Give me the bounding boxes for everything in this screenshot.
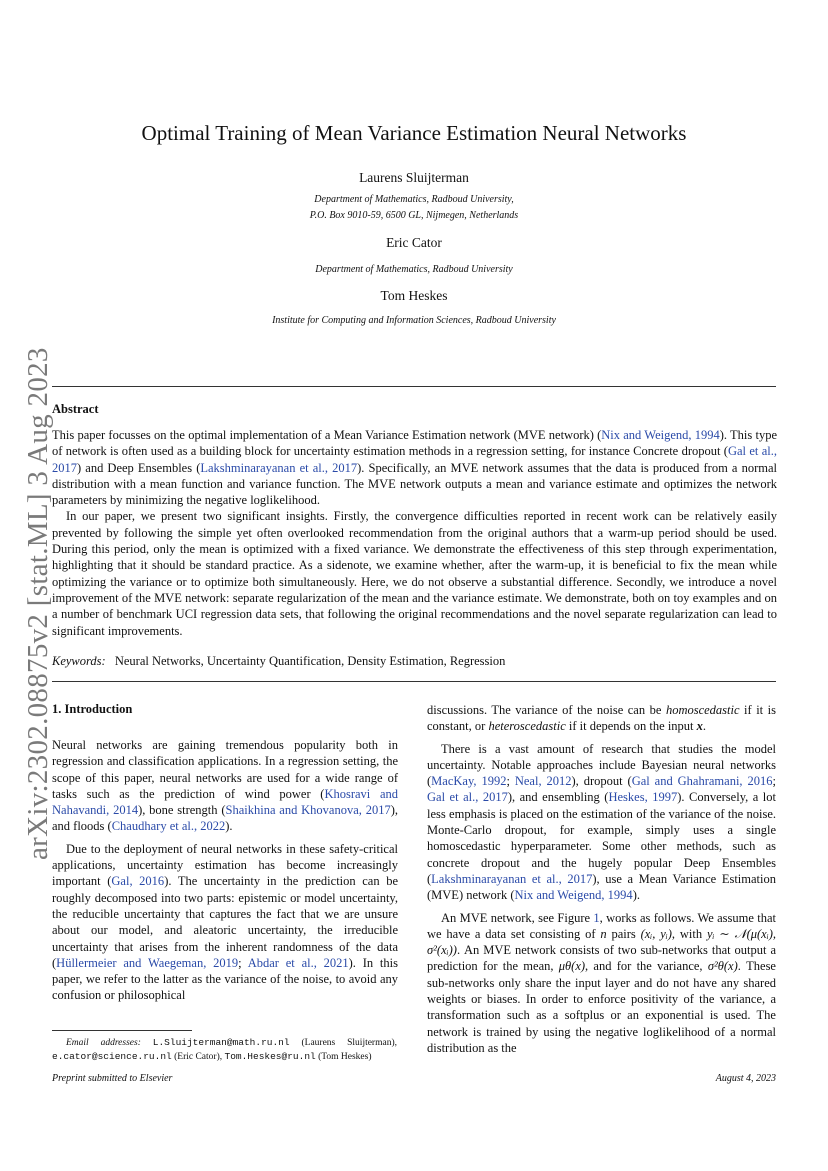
left-column: [52, 737, 398, 1010]
author-affiliation: Institute for Computing and Information Sciences, Radboud University: [272, 315, 556, 326]
paper-title: Optimal Training of Mean Variance Estimation Neural Networks: [141, 121, 687, 145]
citation-link[interactable]: MacKay, 1992: [431, 774, 507, 789]
body-paragraph: Due to the deployment of neural networks in these safety-critical applications, uncertainty estimation has become increasingly important (Gal, 2016). The uncertainty in the prediction can be roughly decomposed into two parts: epistemic or model uncertainty, the reducible uncertainty that captures the fact that we are unsure about our model, and aleatoric uncertainty, the irreducible uncertainty that arises from the inherent randomness of the data (Hüllermeier and Waegeman, 2019; Abdar et al., 2021). In this paper, we refer to the latter as the variance of the noise, to avoid any confusion or philosophical: [52, 841, 399, 1003]
right-column: [427, 702, 776, 1062]
citation-link[interactable]: Lakshminarayanan et al., 2017: [200, 460, 358, 475]
citation-link[interactable]: Hüllermeier and Waegeman, 2019: [56, 955, 239, 970]
citation-link[interactable]: Neal, 2012: [514, 774, 572, 789]
author-name: Tom Heskes: [380, 288, 448, 303]
math-inline: μθ(x): [558, 959, 586, 974]
citation-link[interactable]: Abdar et al., 2021: [247, 955, 349, 970]
citation-link[interactable]: Nix and Weigend, 1994: [514, 888, 633, 903]
affiliation-line: P.O. Box 9010-59, 6500 GL, Nijmegen, Netherlands: [309, 210, 519, 221]
abstract-body: [52, 427, 777, 639]
keywords: [52, 654, 505, 669]
citation-link[interactable]: Khosravi and Nahavandi, 2014: [52, 786, 398, 818]
citation-link[interactable]: Gal, 2016: [111, 874, 165, 889]
email-link[interactable]: L.Sluijterman@math.ru.nl: [152, 1037, 290, 1048]
author-affiliation: Department of Mathematics, Radboud University: [315, 264, 513, 275]
abstract-paragraph: In our paper, we present two significant insights. Firstly, the convergence difficulties reported in recent work can be relatively easily prevented by following the simple yet often overlooked recommendation from the original authors that a warm-up period should be used. During this period, only the mean is optimized with a fixed variance. We demonstrate the effectiveness of this step through experimentation, highlighting that it should be standard practice. As a sidenote, we examine whether, after the warm-up, it is beneficial to fix the mean while optimizing the variance or to optimize both simultaneously. Here, we do not observe a substantial difference. Secondly, we introduce a novel improvement of the MVE network: separate regularization of the mean and the variance estimate. We demonstrate, both on toy examples and on a number of benchmark UCI regression data sets, that following the original recommendations and the novel separate regularization can lead to significant improvements.: [52, 509, 777, 638]
citation-link[interactable]: Lakshminarayanan et al., 2017: [431, 871, 593, 886]
author-name: Laurens Sluijterman: [359, 170, 469, 185]
citation-link[interactable]: Heskes, 1997: [608, 790, 678, 805]
math-inline: σ²θ(x): [707, 959, 738, 974]
keywords-label: Keywords:: [52, 654, 106, 668]
citation-link[interactable]: Chaudhary et al., 2022: [111, 819, 226, 834]
body-paragraph: An MVE network, see Figure 1, works as follows. We assume that we have a data set consisting of n pairs (xᵢ, yᵢ), with yᵢ ∼ 𝒩(μ(xᵢ), σ²(xᵢ)). An MVE network consists of two sub-networks that output a prediction for the mean, μθ(x), and for the variance, σ²θ(x). These sub-networks only share the input layer and do not have any shared weights or biases. In order to enforce positivity of the variance, a transformation such as a softplus or an exponential is used. The network is trained by using the negative loglikelihood of a normal distribution as the: [427, 910, 776, 1055]
figure-link[interactable]: 1: [593, 910, 600, 925]
math-inline: yᵢ ∼ 𝒩(μ(xᵢ), σ²(xᵢ)): [427, 926, 776, 958]
body-paragraph: Neural networks are gaining tremendous popularity both in regression and classification applications. In a regression setting, the scope of this paper, neural networks are used for a wide range of tasks such as the prediction of wind power (Khosravi and Nahavandi, 2014), bone strength (Shaikhina and Khovanova, 2017), and floods (Chaudhary et al., 2022).: [52, 738, 398, 834]
author-affiliation: [60, 192, 768, 224]
body-paragraph: There is a vast amount of research that studies the model uncertainty. Notable approaches include Bayesian neural networks (MacKay, 1992; Neal, 2012), dropout (Gal and Ghahramani, 2016; Gal et al., 2017), and ensembling (Heskes, 1997). Conversely, a lot less emphasis is placed on the estimation of the variance of the noise. Monte-Carlo dropout, for example, simply uses a single homoscedastic hyperparameter. Some other methods, such as concrete dropout and the hugely popular Deep Ensembles (Lakshminarayanan et al., 2017), use a Mean Variance Estimation (MVE) network (Nix and Weigend, 1994).: [427, 741, 776, 903]
keywords-text: Neural Networks, Uncertainty Quantification, Density Estimation, Regression: [114, 654, 506, 668]
affiliation-line: Department of Mathematics, Radboud University,: [314, 194, 514, 205]
divider: [52, 681, 776, 682]
section-heading: 1. Introduction: [52, 702, 133, 716]
citation-link[interactable]: Nix and Weigend, 1994: [601, 428, 720, 442]
abstract-paragraph: This paper focusses on the optimal implementation of a Mean Variance Estimation network (MVE network) (Nix and Weigend, 1994). This type of network is often used as a building block for uncertainty estimation methods in a regression setting, for instance Concrete dropout (Gal et al., 2017) and Deep Ensembles (Lakshminarayanan et al., 2017). Specifically, an MVE network assumes that the data is produced from a normal distribution with a mean function and variance function. The MVE network outputs a mean and variance estimate and optimizes the network parameters by minimizing the negative loglikelihood.: [52, 428, 777, 508]
arxiv-stamp-text: arXiv:2302.08875v2 [stat.ML] 3 Aug 2023: [22, 347, 54, 860]
citation-link[interactable]: Gal et al., 2017: [52, 444, 777, 475]
abstract-heading: Abstract: [52, 402, 99, 416]
math-inline: (xᵢ, yᵢ): [640, 926, 672, 941]
footer-date: August 4, 2023: [715, 1073, 776, 1084]
email-link[interactable]: Tom.Heskes@ru.nl: [224, 1051, 316, 1062]
citation-link[interactable]: Gal et al., 2017: [427, 790, 508, 805]
email-link[interactable]: e.cator@science.ru.nl: [52, 1051, 172, 1062]
citation-link[interactable]: Shaikhina and Khovanova, 2017: [225, 803, 391, 818]
author-name: Eric Cator: [386, 235, 442, 250]
citation-link[interactable]: Gal and Ghahramani, 2016: [631, 774, 773, 789]
divider: [52, 386, 776, 387]
footer-journal: Preprint submitted to Elsevier: [52, 1073, 173, 1084]
footnote: Email addresses: L.Sluijterman@math.ru.nl (Laurens Sluijterman), e.cator@science.ru.nl (Eric Cator), Tom.Heskes@ru.nl (Tom Heskes): [52, 1037, 397, 1062]
footnote-divider: [52, 1030, 192, 1031]
body-paragraph: discussions. The variance of the noise can be homoscedastic if it is constant, or heteroscedastic if it depends on the input x.: [427, 703, 777, 734]
